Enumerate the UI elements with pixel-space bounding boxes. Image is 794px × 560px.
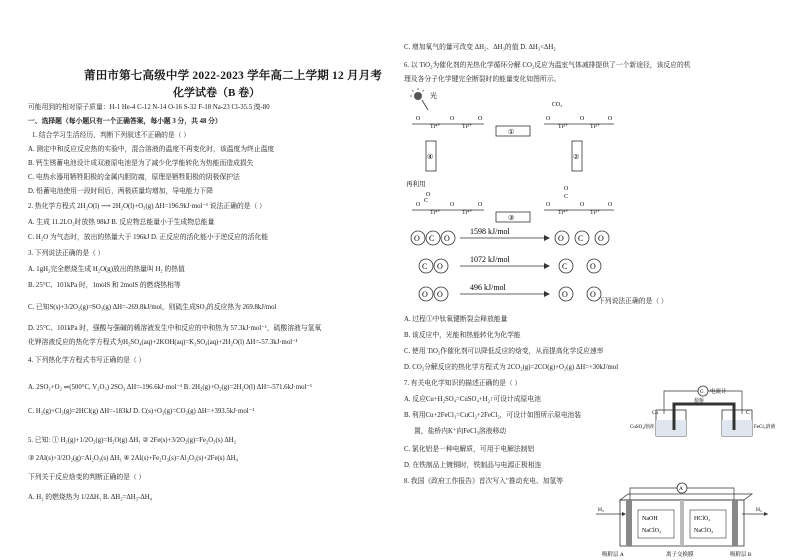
- svg-text:H₂: H₂: [756, 507, 762, 513]
- o2-bond-row: [419, 283, 601, 301]
- question-line: A. 反应Cu+H₂SO₄=CuSO₄+H₂↑可设计成原电池: [404, 396, 541, 403]
- question-line: A. 1gH₂完全燃烧生成 H₂O(g)放出的热量叫 H₂ 的热值: [28, 266, 185, 273]
- question-line: ③ 2Al(s)+3/2O₂(g)=Al₂O₃(s) ΔH₃ ④ 2Al(s)+Fe₂O₃(s)=Al₂O₃(s)+2Fe(s) ΔH₄: [28, 455, 238, 462]
- exam-subtitle: 化学试卷（B 卷）: [173, 87, 261, 99]
- question-line: C. H₂O 为气态时，放出的热量大于 196kJ D. 正反应的活化能小于逆反应的活化能: [28, 234, 269, 241]
- svg-text:电流计: 电流计: [710, 389, 727, 395]
- svg-text:Ti⁴⁺: Ti⁴⁺: [462, 210, 473, 216]
- svg-text:G: G: [700, 390, 704, 395]
- svg-text:O: O: [608, 202, 613, 208]
- section-heading: 一、选择题（每小题只有一个正确答案，每小题 3 分，共 48 分）: [28, 118, 222, 125]
- svg-text:O: O: [580, 116, 585, 122]
- svg-text:Ti³⁺: Ti³⁺: [558, 124, 569, 130]
- energy-label: 1072 kJ/mol: [470, 255, 510, 264]
- atomic-masses: 可能用到的相对原子质量：H-1 He-4 C-12 N-14 O-16 S-32 F-18 Na-23 Cl-35.5 溴-80: [28, 104, 270, 111]
- energy-label: 496 kJ/mol: [470, 283, 506, 292]
- co2-bond-row: [411, 227, 609, 245]
- svg-text:C: C: [578, 234, 584, 243]
- svg-text:Cu: Cu: [652, 410, 659, 416]
- svg-text:离子交换膜: 离子交换膜: [666, 552, 694, 558]
- reuse-label: 再利用: [406, 181, 426, 188]
- question-line: 理及各分子化学键完全断裂时的能量变化如图所示。: [404, 76, 561, 83]
- svg-text:Ti⁴⁺: Ti⁴⁺: [430, 210, 441, 216]
- svg-text:C: C: [562, 262, 568, 271]
- left-solution-label: CuSO₄溶液: [630, 425, 654, 430]
- question-line: 8. 我国《政府工作报告》首次写入"推动充电、加氢等: [404, 478, 564, 485]
- svg-text:O: O: [558, 234, 564, 243]
- svg-text:O: O: [546, 116, 551, 122]
- svg-text:O: O: [562, 290, 568, 299]
- svg-text:①: ①: [508, 128, 515, 136]
- svg-text:Ti⁴⁺: Ti⁴⁺: [558, 210, 569, 216]
- svg-text:Ti⁴⁺: Ti⁴⁺: [430, 124, 441, 130]
- question-line: D. CO₂分解反应的热化学方程式为 2CO₂(g)=2CO(g)+O₂(g) ΔH=+30kJ/mol: [404, 364, 619, 371]
- svg-text:O: O: [437, 262, 443, 271]
- question-line: 7. 有关电化学知识的描述正确的是（ ）: [404, 380, 522, 387]
- svg-text:O: O: [590, 262, 596, 271]
- question-line: D. 在铁制品上镀铜时，铁制品与电源正极相连: [404, 462, 542, 469]
- question-line: B. 25°C、101kPa 时，1molS 和 2molS 的燃烧热相等: [28, 282, 181, 289]
- svg-text:C: C: [422, 262, 428, 271]
- right-solution-label: FeCl₃溶液: [754, 425, 776, 430]
- svg-text:CO₂: CO₂: [552, 102, 563, 108]
- question-line: C. H₂(g)+Cl₂(g)=2HCl(g) ΔH=-183kJ D. C(s)+O₂(g)=CO₂(g) ΔH=+393.5kJ·mol⁻¹: [28, 408, 255, 415]
- question-line: 5. 已知: ① H₂(g)+1/2O₂(g)=H₂O(g) ΔH₁ ② 2Fe(s)+3/2O₂(g)=Fe₂O₃(s) ΔH₂: [28, 437, 237, 444]
- exam-title: 莆田市第七高级中学 2022-2023 学年高二上学期 12 月月考: [84, 70, 383, 82]
- question-line: C. 电热水器用牺牲阳极的金属内胆防腐，原理是牺牲阳极的阴极保护法: [28, 174, 240, 181]
- svg-text:O: O: [422, 290, 428, 299]
- fuel-cell-diagram: [592, 480, 772, 560]
- co-bond-row: [419, 255, 601, 273]
- question-line: A. 测定中和反应反应热的实验中，混合溶液的温度不再变化时，该温度为终止温度: [28, 146, 275, 153]
- svg-text:O: O: [580, 202, 585, 208]
- energy-label: 1598 kJ/mol: [470, 227, 510, 236]
- svg-text:O: O: [564, 186, 569, 192]
- svg-text:C: C: [746, 410, 750, 416]
- svg-text:O: O: [608, 116, 613, 122]
- svg-text:O: O: [414, 234, 420, 243]
- question-line: 下列关于反应焓变的判断正确的是（ ）: [28, 474, 146, 481]
- question-line: C. 增加氧气的量可改变 ΔH₂、ΔH₃的值 D. ΔH₃<ΔH₂: [404, 44, 556, 51]
- galvanic-cell-diagram: [630, 384, 776, 446]
- light-label: 光: [430, 92, 437, 100]
- svg-text:④: ④: [427, 153, 434, 161]
- svg-text:吸附层 A: 吸附层 A: [602, 552, 624, 558]
- svg-text:C: C: [429, 234, 435, 243]
- svg-text:③: ③: [508, 214, 515, 222]
- svg-text:Ti³⁺: Ti³⁺: [462, 124, 473, 130]
- svg-text:Ti³⁺: Ti³⁺: [590, 124, 601, 130]
- svg-text:C: C: [564, 194, 569, 200]
- question-line: A. 生成 11.2LO₂时放热 98kJ B. 反应物总能量小于生成物总能量: [28, 219, 215, 226]
- question-line: B. 该反应中，光能和热能转化为化学能: [404, 332, 521, 339]
- question-line: A. H₂ 的燃烧热为 1/2ΔH₁ B. ΔH₂=ΔH₃-ΔH₄: [28, 494, 152, 501]
- question-line: C. 氯化铝是一种电解质，可用于电解法制铝: [404, 446, 535, 453]
- svg-text:O: O: [590, 290, 596, 299]
- svg-text:NaClO₄: NaClO₄: [694, 528, 714, 534]
- svg-text:NaOH: NaOH: [642, 516, 658, 522]
- svg-text:盐桥: 盐桥: [694, 399, 705, 404]
- svg-text:NaClO₄: NaClO₄: [642, 528, 662, 534]
- svg-text:O: O: [437, 290, 443, 299]
- svg-text:O: O: [450, 116, 455, 122]
- question-line: C. 已知S(s)+3/2O₂(g)=SO₃(g) ΔH=-269.8kJ/mol，则硫生成SO₃的反应热为 269.8kJ/mol: [28, 304, 277, 311]
- question-line: D. 25°C、101kPa 时，强酸与强碱的稀溶液发生中和反应的中和热为 57.3kJ·mol⁻¹，硫酸溶液与氢氧: [28, 325, 322, 332]
- svg-text:H₂: H₂: [598, 507, 604, 513]
- question-line: 下列说法正确的是（ ）: [598, 298, 668, 305]
- svg-text:O: O: [478, 202, 483, 208]
- question-line: 6. 以 TiO₂为催化剂的光热化学循环分解 CO₂反应为温室气体减排提供了一个新途径，该反应的机: [404, 62, 691, 69]
- tio2-mechanism-diagram: [404, 86, 634, 308]
- question-line: 化钾溶液反应的热化学方程式为H₂SO₄(aq)+2KOH(aq)=K₂SO₄(aq)+2H₂O(l) ΔH=-57.3kJ·mol⁻¹: [28, 339, 298, 346]
- svg-text:O: O: [546, 202, 551, 208]
- svg-text:O: O: [450, 202, 455, 208]
- svg-text:O: O: [598, 234, 604, 243]
- svg-text:HClO₄: HClO₄: [694, 516, 711, 522]
- svg-text:O: O: [416, 202, 421, 208]
- question-line: B. 利用Cu+2FeCl₃=CuCl₂+2FeCl₂，可设计如图所示原电池装: [404, 412, 582, 419]
- question-line: 3. 下列说法正确的是（ ）: [28, 250, 105, 257]
- sun-icon: [410, 88, 428, 110]
- svg-text:O: O: [416, 116, 421, 122]
- question-line: D. 铅蓄电池使用一段时间后，两极质量均增加，导电能力下降: [28, 188, 214, 195]
- svg-text:Ti³⁺: Ti³⁺: [590, 210, 601, 216]
- svg-text:吸附层 B: 吸附层 B: [730, 552, 752, 558]
- svg-text:O: O: [444, 234, 450, 243]
- question-line: 1. 结合学习生活经历，判断下列叙述不正确的是（ ）: [32, 132, 191, 139]
- svg-text:C: C: [424, 198, 429, 204]
- question-line: 置，盐桥内K⁺向FeCl₃溶液移动: [414, 428, 507, 435]
- question-line: A. 过程①中钛氧键断裂会释放能量: [404, 316, 508, 323]
- question-line: A. 2SO₂+O₂ ⇌(500°C, V₂O₅) 2SO₃ ΔH=-196.6kJ·mol⁻¹ B. 2H₂(g)+O₂(g)=2H₂O(l) ΔH=-571.6kJ·mol⁻¹: [28, 384, 313, 391]
- svg-text:A: A: [679, 486, 683, 492]
- question-line: C. 使用 TiO₂作催化剂可以降低反应的焓变，从而提高化学反应速率: [404, 348, 604, 355]
- question-line: 4. 下列热化学方程式书写正确的是（ ）: [28, 357, 146, 364]
- question-line: 2. 热化学方程式 2H₂O(l) ⟶ 2H₂O(l)+O₂(g) ΔH=196.9kJ·mol⁻¹ 说法正确的是（ ）: [28, 203, 266, 210]
- svg-text:O: O: [478, 116, 483, 122]
- svg-text:②: ②: [573, 153, 580, 161]
- question-line: B. 钙生锈蓄电池设计成双液原电池是为了减少化学能转化为热能而造成损失: [28, 160, 254, 167]
- svg-text:O: O: [426, 192, 431, 198]
